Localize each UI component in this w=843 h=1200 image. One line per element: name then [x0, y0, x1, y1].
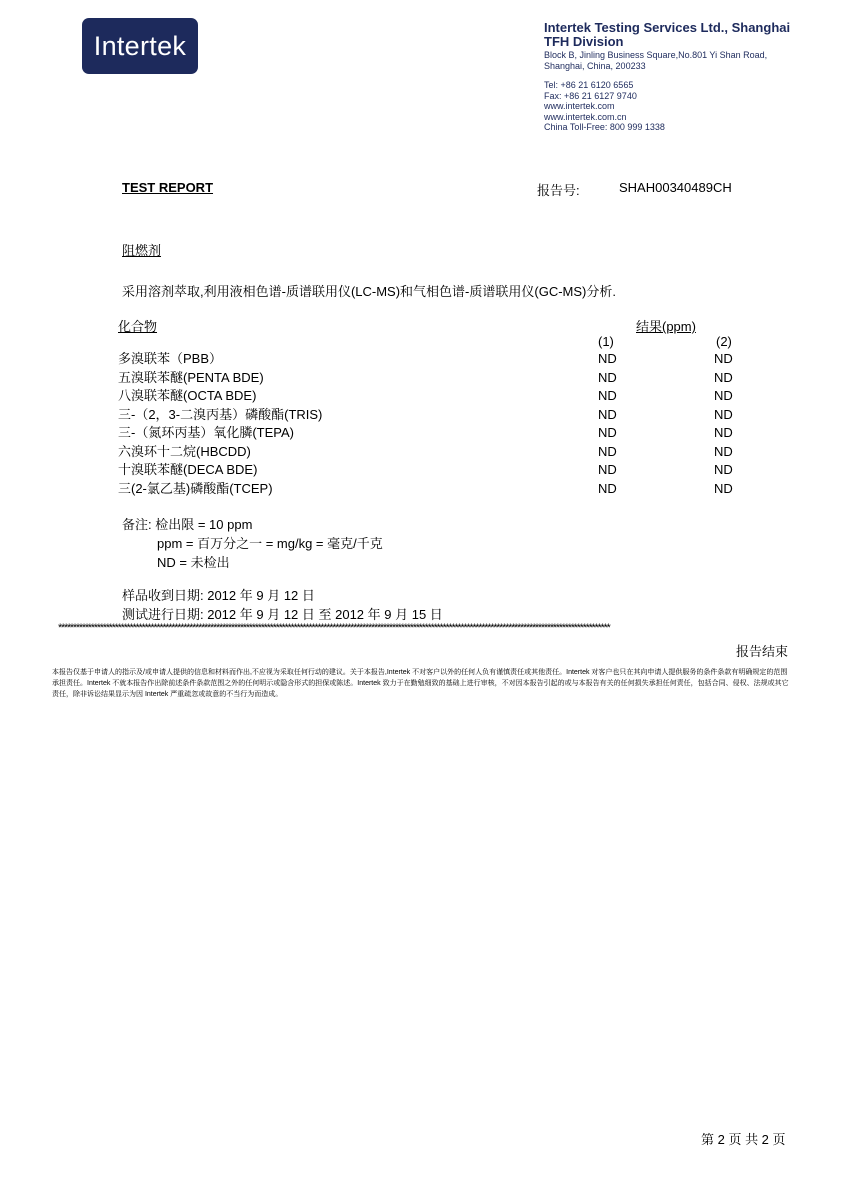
result-2: ND — [714, 406, 733, 422]
result-1: ND — [598, 351, 617, 366]
note-nd-definition: ND = 未检出 — [157, 555, 230, 570]
result-2: ND — [714, 388, 733, 403]
result-2: ND — [714, 443, 733, 459]
logo-text: Intertek — [93, 30, 187, 61]
table-row — [118, 443, 758, 462]
fax: Fax: +86 21 6127 9740 — [544, 90, 637, 101]
result-1: ND — [598, 369, 617, 385]
company-division: TFH Division — [544, 34, 624, 49]
note-detection-limit: 备注: 检出限 = 10 ppm — [122, 517, 253, 532]
compound-name: 六溴环十二烷(HBCDD) — [118, 443, 251, 459]
testing-period: 测试进行日期: 2012 年 9 月 12 日 至 2012 年 9 月 15 日 — [122, 607, 443, 622]
page-number: 第 2 页 共 2 页 — [701, 1132, 786, 1147]
result-2: ND — [714, 480, 733, 496]
table-row — [118, 461, 758, 480]
result-1: ND — [598, 425, 617, 440]
report-end: 报告结束 — [736, 644, 789, 659]
tel: Tel: +86 21 6120 6565 — [544, 80, 634, 90]
section-title: 阻燃剂 — [122, 243, 162, 258]
result-2: ND — [714, 369, 733, 385]
table-row — [118, 387, 758, 406]
sample-1-header: (1) — [598, 334, 614, 349]
result-1: ND — [598, 462, 617, 477]
result-2: ND — [714, 462, 733, 477]
compound-name: 十溴联苯醚(DECA BDE) — [118, 462, 258, 477]
table-row — [118, 480, 758, 499]
test-dates — [122, 586, 443, 624]
table-row — [118, 369, 758, 388]
toll-free: China Toll-Free: 800 999 1338 — [544, 122, 665, 132]
company-name: Intertek Testing Services Ltd., Shanghai — [544, 20, 791, 35]
compound-name: 八溴联苯醚(OCTA BDE) — [118, 388, 257, 403]
result-1: ND — [598, 388, 617, 403]
compound-name: 三-（氮环丙基）氧化膦(TEPA) — [118, 425, 294, 440]
website-china: www.intertek.com.cn — [544, 111, 627, 122]
result-2: ND — [714, 351, 733, 366]
sample-received-date: 样品收到日期: 2012 年 9 月 12 日 — [122, 588, 315, 603]
report-title: TEST REPORT — [122, 180, 214, 195]
table-row — [118, 406, 758, 425]
compound-column-header: 化合物 — [118, 319, 158, 334]
report-number: SHAH00340489CH — [619, 180, 732, 195]
separator-line: ***************************************************************************************************************************************************************************************** — [58, 622, 610, 634]
company-header — [544, 21, 790, 133]
notes — [122, 515, 383, 572]
address-line-2: Shanghai, China, 200233 — [544, 60, 646, 71]
compound-name: 三-（2，3-二溴丙基）磷酸酯(TRIS) — [118, 406, 323, 422]
compound-name: 三(2-氯乙基)磷酸酯(TCEP) — [118, 480, 273, 496]
report-number-label: 报告号: — [537, 183, 580, 198]
result-column-header: 结果(ppm) — [636, 319, 696, 334]
sample-2-header: (2) — [716, 334, 732, 349]
result-1: ND — [598, 443, 617, 459]
disclaimer: 本报告仅基于申请人的指示及/或申请人提供的信息和材料而作出,不应视为采取任何行动的建议。关于本报告,Intertek 不对客户以外的任何人负有谨慎责任或其他责任。Intertek 对客户也只在其向申请人提供服务的条件条款有明确规定的范围承担责任。Intertek 不就本报告作出除前述条件条款范围之外的任何明示或隐含形式的担保或陈述。Intertek 致力于在勤勉细致的基础上进行审核，不对因本报告引起的或与本报告有关的任何损失承担任何责任，包括合同、侵权、法规或其它责任，除非诉讼结果显示为因 Intertek 严重疏忽或故意的不当行为而造成。 — [52, 669, 789, 698]
result-1: ND — [598, 480, 617, 496]
compound-name: 多溴联苯（PBB） — [118, 351, 223, 366]
note-ppm-definition: ppm = 百万分之一 = mg/kg = 毫克/千克 — [157, 536, 383, 551]
result-2: ND — [714, 425, 733, 440]
compound-name: 五溴联苯醚(PENTA BDE) — [118, 369, 264, 385]
result-1: ND — [598, 406, 617, 422]
website-global: www.intertek.com — [544, 101, 615, 111]
table-row — [118, 424, 758, 443]
test-method: 采用溶剂萃取,利用液相色谱-质谱联用仪(LC-MS)和气相色谱-质谱联用仪(GC-MS)分析. — [122, 284, 616, 299]
intertek-logo — [82, 18, 198, 74]
address-line-1: Block B, Jinling Business Square,No.801 Yi Shan Road, — [544, 50, 768, 60]
results-table — [118, 350, 758, 498]
table-row — [118, 350, 758, 369]
